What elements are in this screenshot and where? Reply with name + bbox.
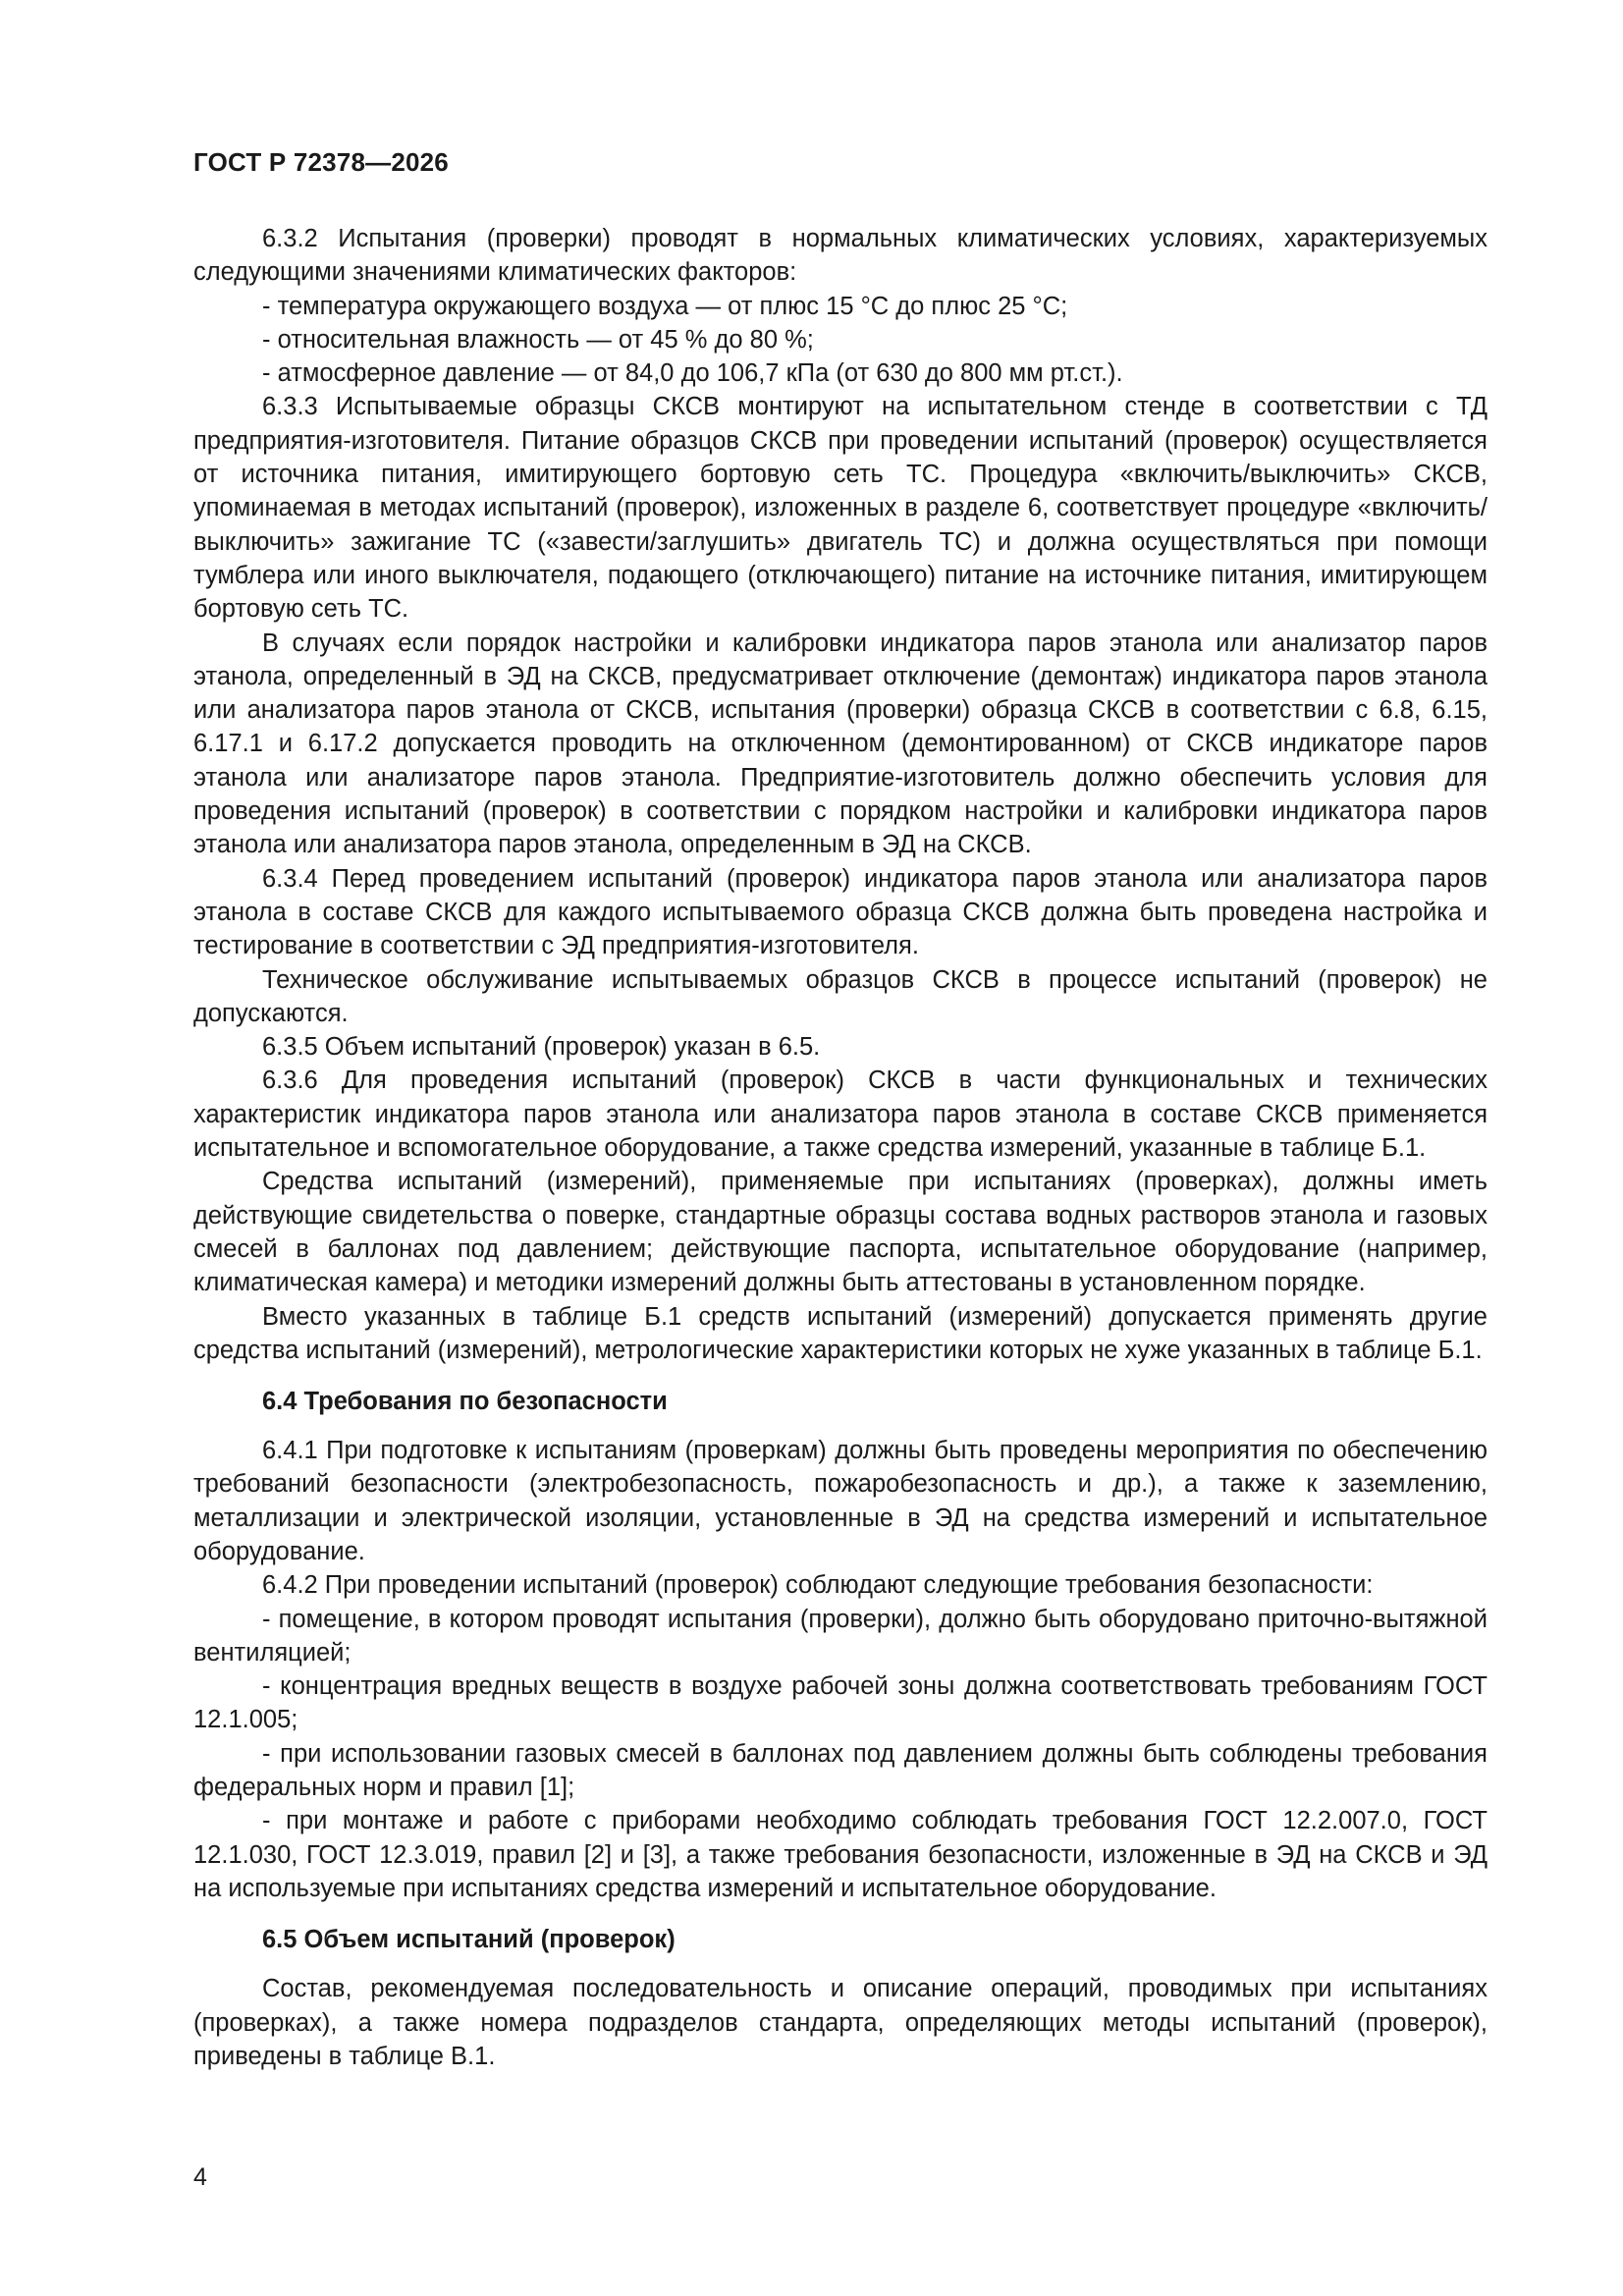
paragraph-6-3-4-b: Техническое обслуживание испытываемых образцов СКСВ в процессе испытаний (проверок) не допускаются. bbox=[193, 965, 1488, 1027]
paragraph-6-3-3-b: В случаях если порядок настройки и калибровки индикатора паров этанола или анализатор паров этанола, определенный в ЭД на СКСВ, предусматривает отключение (демонтаж) индикатора паров этанола или анализатора паров этанола от СКСВ, испытания (проверки) образца СКСВ в соответствии с 6.8, 6.15, 6.17.1 и 6.17.2 допускается проводить на отключенном (демонтированном) от СКСВ индикаторе паров этанола или анализаторе паров этанола. Предприятие-изготовитель должно обеспечить условия для проведения испытаний (проверок) в соответствии с порядком настройки и калибровки индикатора паров этанола или анализатора паров этанола, определенным в ЭД на СКСВ. bbox=[193, 629, 1488, 859]
list-item-safety-installation: - при монтаже и работе с приборами необходимо соблюдать требования ГОСТ 12.2.007.0, ГОСТ 12.1.030, ГОСТ 12.3.019, правил [2] и [3], а также требования безопасности, изложенные в ЭД на СКСВ и ЭД на используемые при испытаниях средства измерений и испытательное оборудование. bbox=[193, 1807, 1488, 1902]
paragraph-6-3-6: 6.3.6 Для проведения испытаний (проверок) СКСВ в части функциональных и технических характеристик индикатора паров этанола или анализатора паров этанола в составе СКСВ применяется испытательное и вспомогательное оборудование, а также средства измерений, указанные в таблице Б.1. bbox=[193, 1066, 1488, 1163]
list-item-safety-ventilation: - помещение, в котором проводят испытания (проверки), должно быть оборудовано приточно-вытяжной вентиляцией; bbox=[193, 1605, 1488, 1667]
paragraph-6-3-6-b: Средства испытаний (измерений), применяемые при испытаниях (проверках), должны иметь действующие свидетельства о поверке, стандартные образцы состава водных растворов этанола и газовых смесей в баллонах под давлением; действующие паспорта, испытательное оборудование (например, климатическая камера) и методики измерений должны быть аттестованы в установленном порядке. bbox=[193, 1168, 1488, 1297]
paragraph-6-4-1: 6.4.1 При подготовке к испытаниям (проверкам) должны быть проведены мероприятия по обеспечению требований безопасности (электробезопасность, пожаробезопасность и др.), а также к заземлению, металлизации и электрической изоляции, установленные в ЭД на средства измерений и испытательное оборудование. bbox=[193, 1437, 1488, 1565]
paragraph-6-5: Состав, рекомендуемая последовательность и описание операций, проводимых при испытаниях (проверках), а также номера подразделов стандарта, определяющих методы испытаний (проверок), приведены в таблице В.1. bbox=[193, 1975, 1488, 2070]
section-heading-6-4: 6.4 Требования по безопасности bbox=[262, 1388, 668, 1416]
page-number: 4 bbox=[193, 2163, 207, 2191]
paragraph-6-4-2: 6.4.2 При проведении испытаний (проверок) соблюдают следующие требования безопасности: bbox=[262, 1571, 1374, 1600]
document-body bbox=[193, 222, 1488, 2073]
paragraph-6-3-3: 6.3.3 Испытываемые образцы СКСВ монтируют на испытательном стенде в соответствии с ТД предприятия-изготовителя. Питание образцов СКСВ при проведении испытаний (проверок) осуществляется от источника питания, имитирующего бортовую сеть ТС. Процедура «включить/выключить» СКСВ, упоминаемая в методах испытаний (проверок), изложенных в разделе 6, соответствует процедуре «включить/выключить» зажигание ТС («завести/заглушить» двигатель ТС) и должна осуществляться при помощи тумблера или иного выключателя, подающего (отключающего) питание на источнике питания, имитирующем бортовую сеть ТС. bbox=[193, 393, 1488, 624]
paragraph-6-3-2: 6.3.2 Испытания (проверки) проводят в нормальных климатических условиях, характеризуемых следующими значениями климатических факторов: bbox=[193, 225, 1488, 287]
section-heading-6-5: 6.5 Объем испытаний (проверок) bbox=[262, 1926, 676, 1954]
paragraph-6-3-4: 6.3.4 Перед проведением испытаний (проверок) индикатора паров этанола или анализатора паров этанола в составе СКСВ для каждого испытываемого образца СКСВ должна быть проведена настройка и тестирование в соответствии с ЭД предприятия-изготовителя. bbox=[193, 864, 1488, 960]
list-item-safety-concentration: - концентрация вредных веществ в воздухе рабочей зоны должна соответствовать требованиям ГОСТ 12.1.005; bbox=[193, 1672, 1488, 1734]
paragraph-6-3-6-c: Вместо указанных в таблице Б.1 средств испытаний (измерений) допускается применять другие средства испытаний (измерений), метрологические характеристики которых не хуже указанных в таблице Б.1. bbox=[193, 1302, 1488, 1364]
list-item-climate-pressure: - атмосферное давление — от 84,0 до 106,7 кПа (от 630 до 800 мм рт.ст.). bbox=[262, 359, 1123, 388]
paragraph-6-3-5: 6.3.5 Объем испытаний (проверок) указан в 6.5. bbox=[262, 1033, 821, 1062]
list-item-safety-gas-cylinders: - при использовании газовых смесей в баллонах под давлением должны быть соблюдены требования федеральных норм и правил [1]; bbox=[193, 1739, 1488, 1802]
list-item-climate-humidity: - относительная влажность — от 45 % до 80 %; bbox=[262, 325, 814, 354]
document-header-code: ГОСТ Р 72378—2026 bbox=[193, 147, 449, 177]
list-item-climate-temperature: - температура окружающего воздуха — от плюс 15 °С до плюс 25 °С; bbox=[262, 292, 1068, 320]
